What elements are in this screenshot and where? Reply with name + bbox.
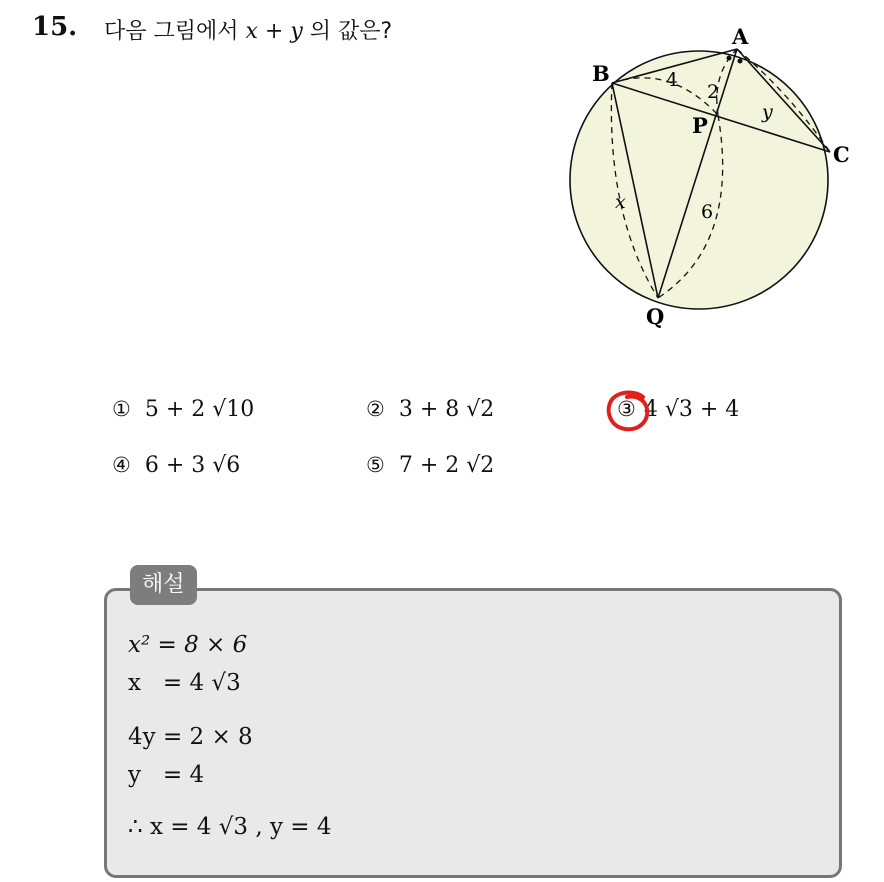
choice-2-value: 3 + 8 √2 [398,397,495,422]
label-b: B [592,61,610,86]
solution-line-2: x = 4 √3 [128,670,241,696]
solution-line-4: y = 4 [128,762,205,788]
solution-tab-label: 해설 [130,565,197,605]
solution-line-1: x² = 8 × 6 [128,632,248,658]
question-text-after: 의 값은? [309,19,393,44]
choice-4[interactable] [112,453,240,478]
angle-mark-a1 [727,56,732,61]
choice-5-value: 7 + 2 √2 [398,453,495,478]
label-q: Q [646,304,665,329]
segment-label-pa: 2 [707,81,720,103]
segment-label-pq: 6 [701,201,714,223]
selected-answer-circle-icon [605,389,653,433]
solution-line-5: ∴ x = 4 √3 , y = 4 [128,814,332,840]
choice-1-mark: ① [112,397,131,421]
choice-4-value: 6 + 3 √6 [144,453,241,478]
geometry-figure [560,24,860,334]
question-text [104,14,392,45]
choice-5-mark: ⑤ [366,453,385,477]
segment-label-pc: y [762,101,773,123]
choice-1[interactable] [112,397,254,422]
circumcircle [570,51,828,309]
choice-4-mark: ④ [112,453,131,477]
question-number: 15. [32,12,78,42]
angle-mark-a2 [738,59,743,64]
choice-2[interactable] [366,397,494,422]
segment-label-bp: 4 [666,69,679,91]
choice-3-mark: ③ [617,397,636,421]
question-text-before: 다음 그림에서 [104,19,239,44]
choice-1-value: 5 + 2 √10 [144,397,255,422]
choice-5[interactable] [366,453,494,478]
choice-2-mark: ② [366,397,385,421]
segment-label-bq: x [615,191,626,213]
label-c: C [833,142,850,167]
choice-3-value: 4 √3 + 4 [643,397,740,422]
label-p: P [692,113,708,138]
label-a: A [732,24,749,49]
solution-line-3: 4y = 2 × 8 [128,724,253,750]
question-expression: x + y [245,19,303,44]
